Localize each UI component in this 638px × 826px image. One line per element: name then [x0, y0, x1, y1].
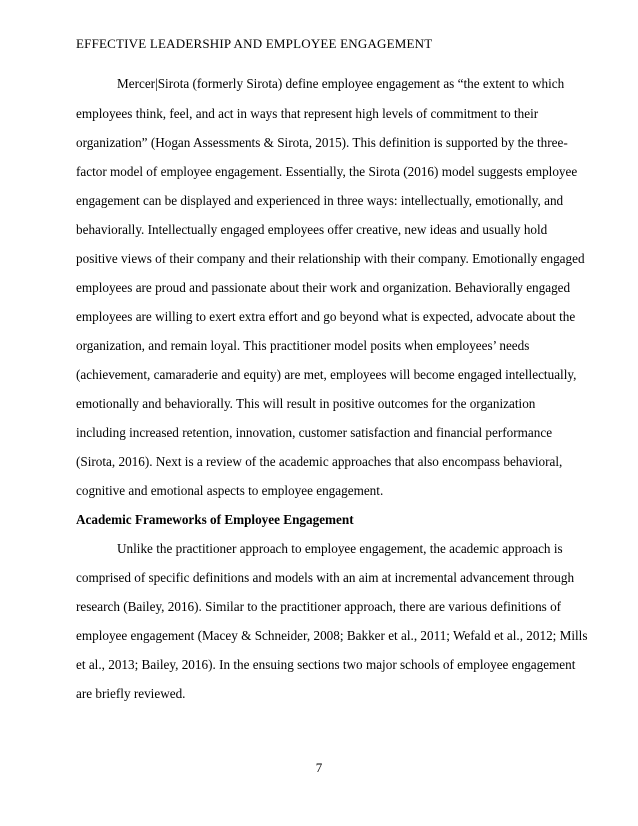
paragraph-1-line-7: positive views of their company and their relationship with their company. Emotionally engaged: [76, 251, 585, 266]
section-heading: Academic Frameworks of Employee Engagement: [76, 512, 354, 527]
paragraph-1-line-4: factor model of employee engagement. Essentially, the Sirota (2016) model suggests employee: [76, 164, 578, 179]
running-head: EFFECTIVE LEADERSHIP AND EMPLOYEE ENGAGEMENT: [76, 36, 433, 51]
paragraph-2-line-5: et al., 2013; Bailey, 2016). In the ensuing sections two major schools of employee engagement: [76, 657, 576, 672]
paragraph-1-line-11: (achievement, camaraderie and equity) are met, employees will become engaged intellectually,: [76, 367, 577, 382]
paragraph-1-line-3: organization” (Hogan Assessments & Sirota, 2015). This definition is supported by the three-: [76, 135, 568, 150]
paragraph-1-line-9: employees are willing to exert extra effort and go beyond what is expected, advocate about the: [76, 309, 576, 324]
page-number: 7: [315, 760, 323, 775]
paragraph-1-line-5: engagement can be displayed and experienced in three ways: intellectually, emotionally, and: [76, 193, 564, 208]
paragraph-2-line-1: Unlike the practitioner approach to employee engagement, the academic approach is: [117, 541, 563, 556]
paragraph-1-line-15: cognitive and emotional aspects to employee engagement.: [76, 483, 384, 498]
paragraph-2-line-4: employee engagement (Macey & Schneider, 2008; Bakker et al., 2011; Wefald et al., 2012; Mills: [76, 628, 588, 643]
paragraph-1-line-2: employees think, feel, and act in ways that represent high levels of commitment to their: [76, 106, 539, 121]
paragraph-1-line-8: employees are proud and passionate about their work and organization. Behaviorally engaged: [76, 280, 571, 295]
paragraph-1-line-13: including increased retention, innovation, customer satisfaction and financial performance: [76, 425, 553, 440]
paragraph-1-line-1: Mercer|Sirota (formerly Sirota) define employee engagement as “the extent to which: [117, 76, 565, 91]
paragraph-1-line-12: emotionally and behaviorally. This will result in positive outcomes for the organization: [76, 396, 536, 411]
paragraph-1-line-6: behaviorally. Intellectually engaged employees offer creative, new ideas and usually hold: [76, 222, 548, 237]
paragraph-2-line-6: are briefly reviewed.: [76, 686, 186, 701]
paragraph-1-line-14: (Sirota, 2016). Next is a review of the academic approaches that also encompass behavioral,: [76, 454, 563, 469]
paragraph-2-line-2: comprised of specific definitions and models with an aim at incremental advancement through: [76, 570, 575, 585]
paragraph-1-line-10: organization, and remain loyal. This practitioner model posits when employees’ needs: [76, 338, 530, 353]
paragraph-2-line-3: research (Bailey, 2016). Similar to the practitioner approach, there are various definitions of: [76, 599, 562, 614]
